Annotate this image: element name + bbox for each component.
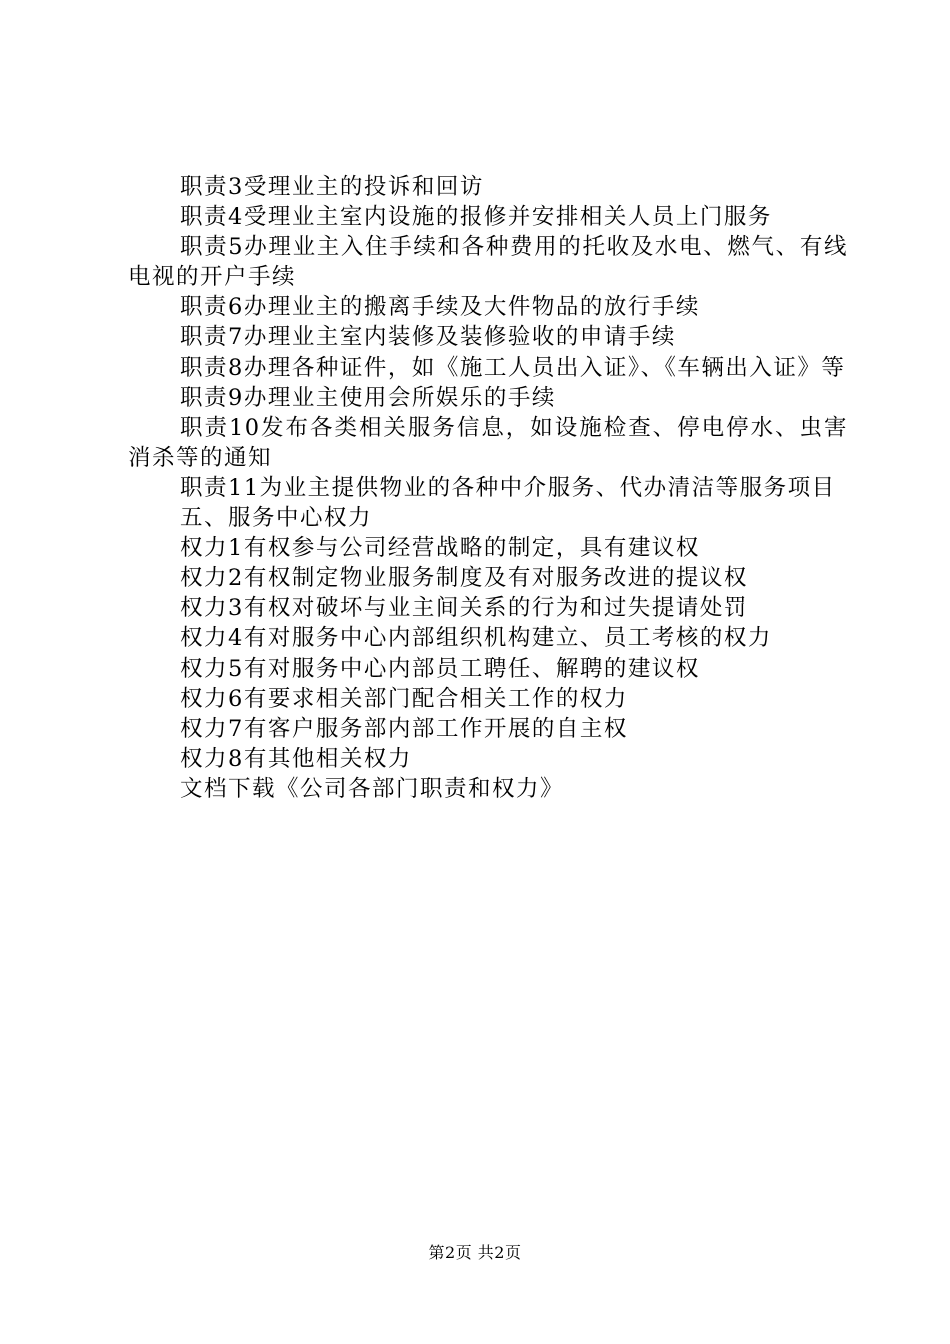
paragraph-power-4: 权力4有对服务中心内部组织机构建立、员工考核的权力 xyxy=(180,625,772,652)
section-heading-powers: 五、服务中心权力 xyxy=(180,505,373,532)
paragraph-power-8: 权力8有其他相关权力 xyxy=(180,745,412,772)
paragraph-duty-10: 职责10发布各类相关服务信息，如设施检查、停电停水、虫害消杀等的通知 xyxy=(128,414,848,471)
page-number-footer: 第2页 共2页 xyxy=(428,1243,522,1262)
paragraph-duty-9: 职责9办理业主使用会所娱乐的手续 xyxy=(180,384,556,411)
paragraph-power-2: 权力2有权制定物业服务制度及有对服务改进的提议权 xyxy=(180,565,748,592)
paragraph-duty-4: 职责4受理业主室内设施的报修并安排相关人员上门服务 xyxy=(180,204,772,231)
paragraph-duty-8: 职责8办理各种证件，如《施工人员出入证》、《车辆出入证》等 xyxy=(180,354,846,381)
paragraph-duty-6: 职责6办理业主的搬离手续及大件物品的放行手续 xyxy=(180,294,700,321)
paragraph-power-1: 权力1有权参与公司经营战略的制定，具有建议权 xyxy=(180,535,700,562)
paragraph-power-5: 权力5有对服务中心内部员工聘任、解聘的建议权 xyxy=(180,655,700,682)
paragraph-duty-3: 职责3受理业主的投诉和回访 xyxy=(180,174,484,200)
document-download-line: 文档下载《公司各部门职责和权力》 xyxy=(180,775,565,802)
paragraph-power-6: 权力6有要求相关部门配合相关工作的权力 xyxy=(180,685,628,712)
paragraph-duty-5: 职责5办理业主入住手续和各种费用的托收及水电、燃气、有线电视的开户手续 xyxy=(128,234,848,291)
document-body xyxy=(128,172,848,804)
paragraph-power-3: 权力3有权对破坏与业主间关系的行为和过失提请处罚 xyxy=(180,595,748,622)
paragraph-duty-11: 职责11为业主提供物业的各种中介服务、代办清洁等服务项目 xyxy=(180,474,836,501)
paragraph-power-7: 权力7有客户服务部内部工作开展的自主权 xyxy=(180,715,628,742)
paragraph-duty-7: 职责7办理业主室内装修及装修验收的申请手续 xyxy=(180,324,676,351)
